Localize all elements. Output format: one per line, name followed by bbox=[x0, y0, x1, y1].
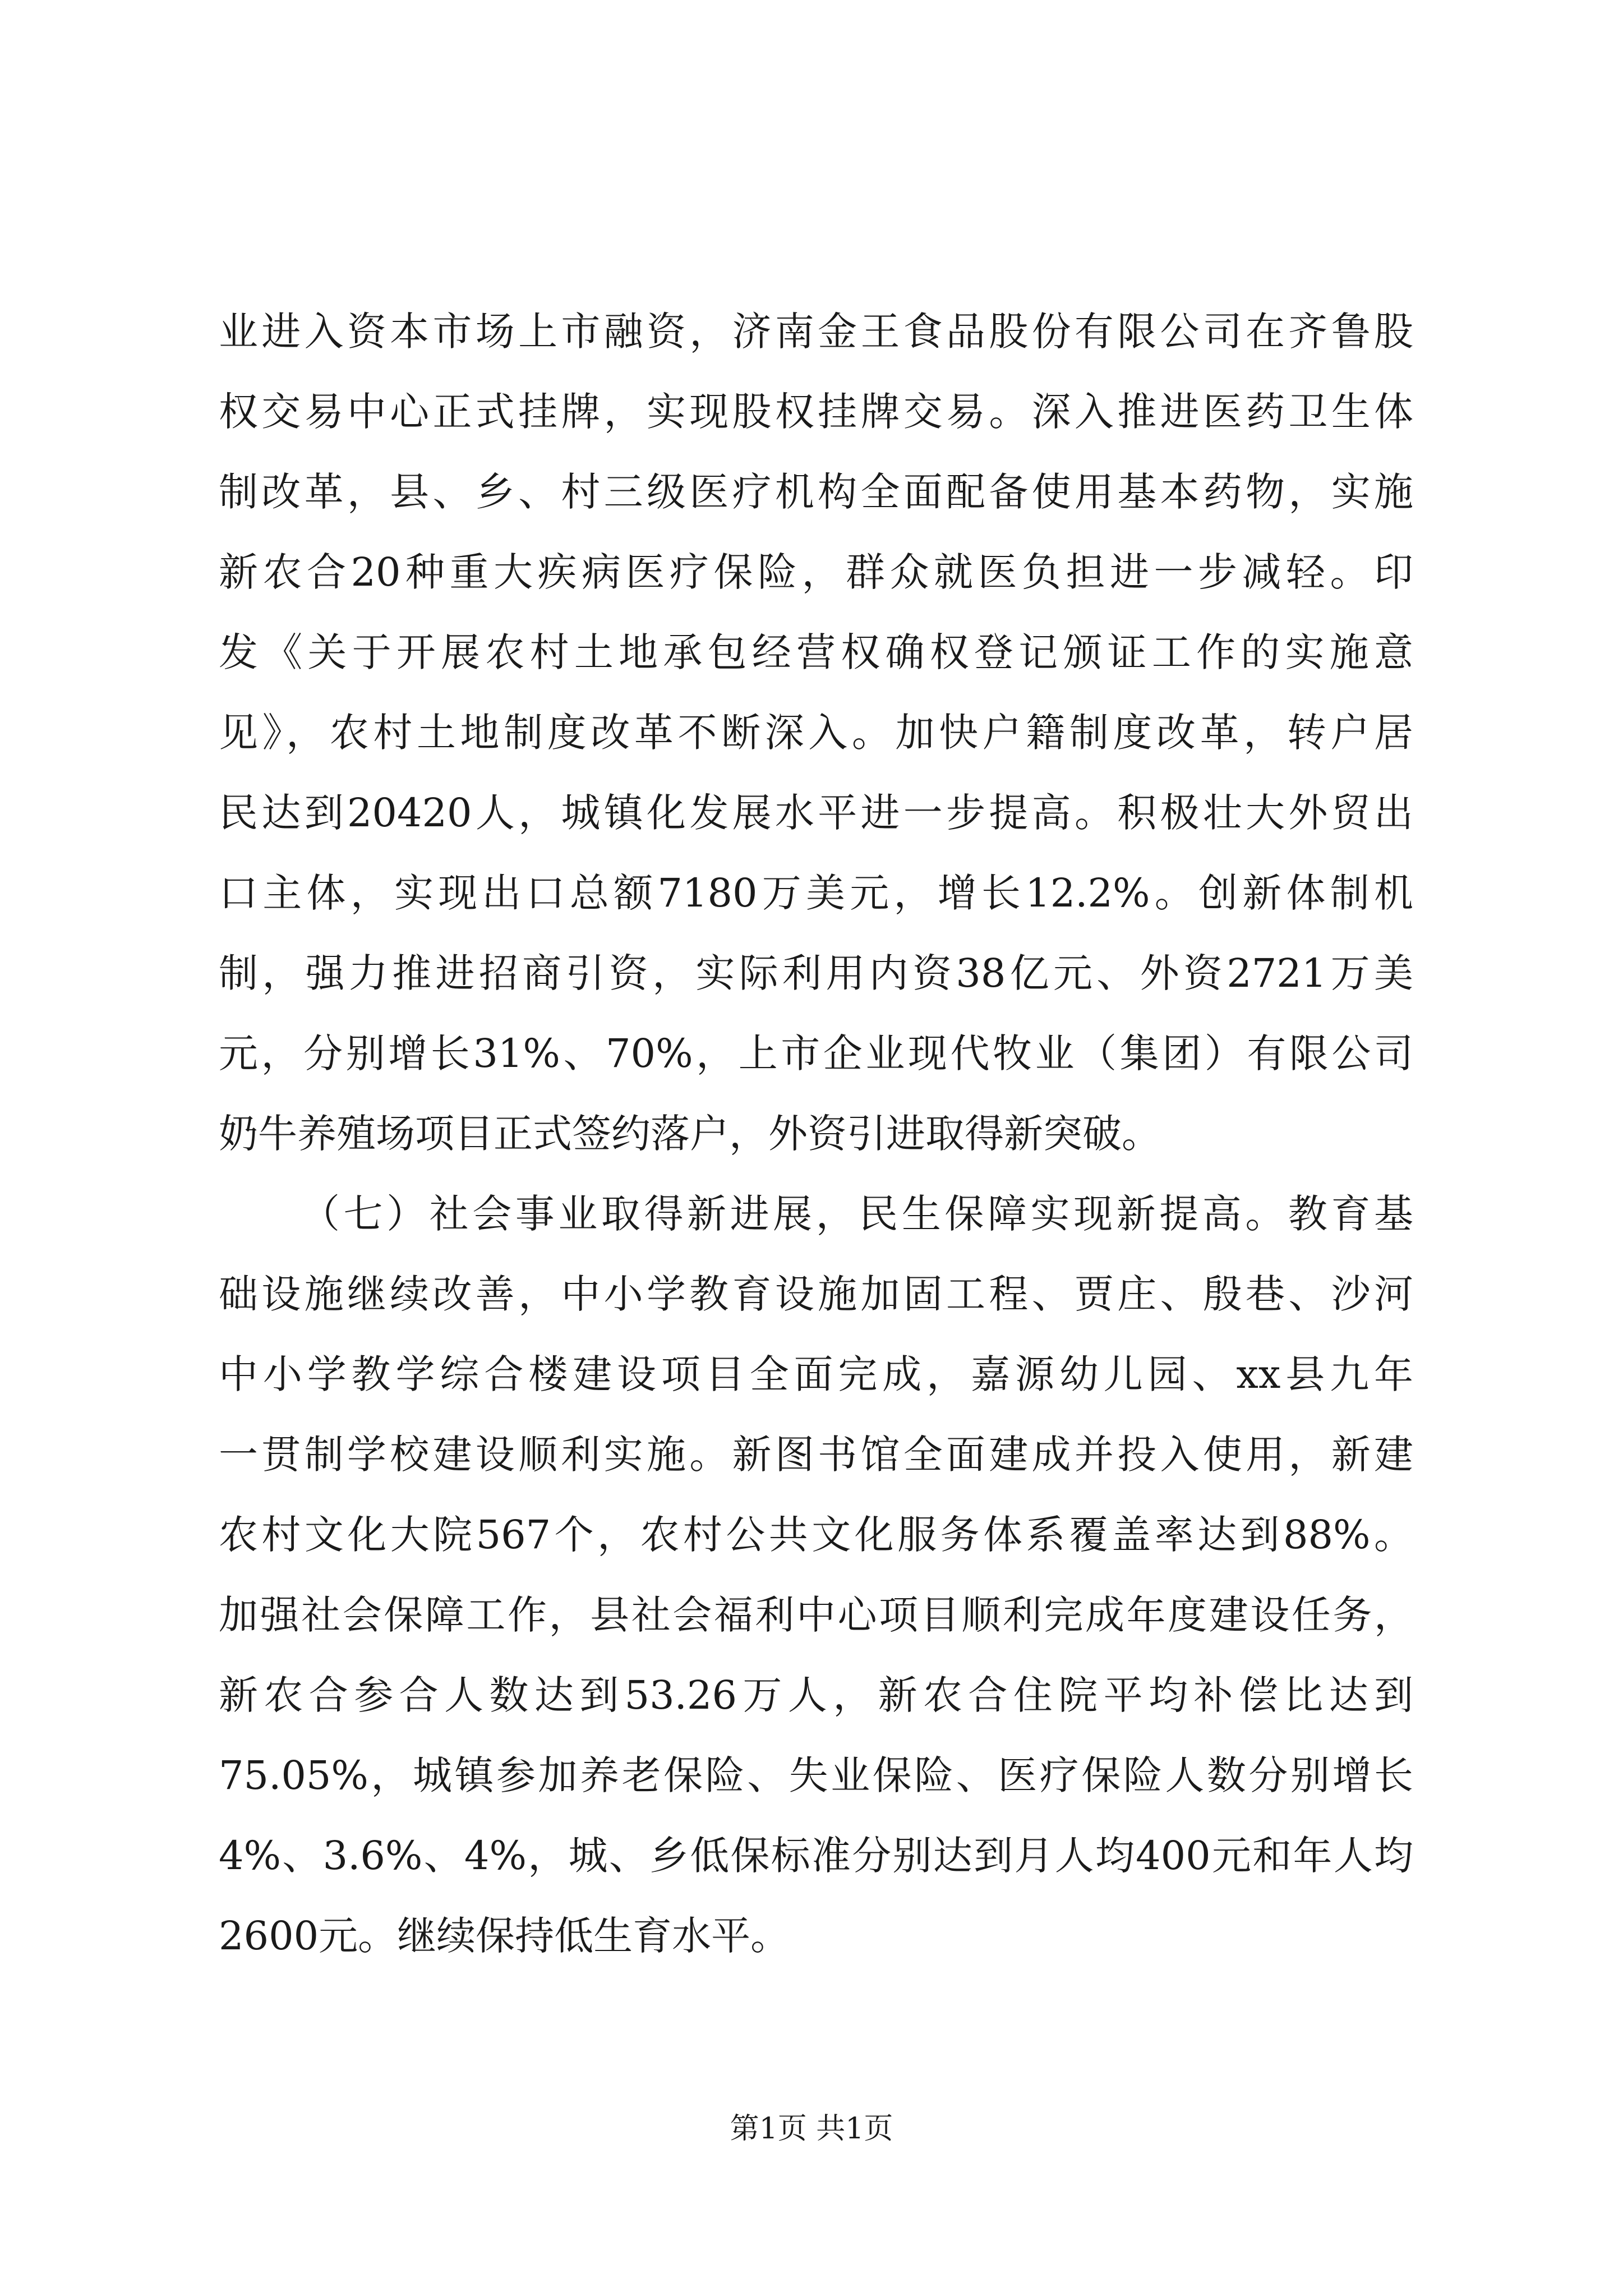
text-line: 一贯制学校建设顺利实施。新图书馆全面建成并投入使用，新建 bbox=[219, 1432, 1413, 1478]
text-line: 农村文化大院567个，农村公共文化服务体系覆盖率达到88%。 bbox=[219, 1512, 1413, 1558]
text-line: （七）社会事业取得新进展，民生保障实现新提高。教育基 bbox=[301, 1191, 1413, 1237]
text-line: 新农合参合人数达到53.26万人，新农合住院平均补偿比达到 bbox=[219, 1672, 1413, 1718]
text-line: 民达到20420人，城镇化发展水平进一步提高。积极壮大外贸出 bbox=[219, 790, 1413, 836]
text-line: 新农合20种重大疾病医疗保险，群众就医负担进一步减轻。印 bbox=[219, 549, 1413, 595]
text-line: 制，强力推进招商引资，实际利用内资38亿元、外资2721万美 bbox=[219, 950, 1413, 996]
text-line: 口主体，实现出口总额7180万美元，增长12.2%。创新体制机 bbox=[219, 870, 1413, 916]
text-line: 制改革，县、乡、村三级医疗机构全面配备使用基本药物，实施 bbox=[219, 469, 1413, 515]
text-line: 中小学教学综合楼建设项目全面完成，嘉源幼儿园、xx县九年 bbox=[219, 1351, 1413, 1397]
text-line: 4%、3.6%、4%，城、乡低保标准分别达到月人均400元和年人均 bbox=[219, 1833, 1413, 1879]
text-line: 75.05%，城镇参加养老保险、失业保险、医疗保险人数分别增长 bbox=[219, 1752, 1413, 1798]
text-line: 2600元。继续保持低生育水平。 bbox=[219, 1913, 790, 1959]
text-line: 发《关于开展农村土地承包经营权确权登记颁证工作的实施意 bbox=[219, 629, 1413, 675]
text-line: 业进入资本市场上市融资，济南金王食品股份有限公司在齐鲁股 bbox=[219, 309, 1413, 355]
text-line: 奶牛养殖场项目正式签约落户，外资引进取得新突破。 bbox=[219, 1111, 1161, 1157]
text-line: 权交易中心正式挂牌，实现股权挂牌交易。深入推进医药卫生体 bbox=[219, 389, 1413, 435]
text-line: 见》，农村土地制度改革不断深入。加快户籍制度改革，转户居 bbox=[219, 710, 1413, 756]
document-body bbox=[219, 292, 1413, 1976]
text-line: 加强社会保障工作，县社会福利中心项目顺利完成年度建设任务， bbox=[219, 1592, 1413, 1638]
text-line: 础设施继续改善，中小学教育设施加固工程、贾庄、殷巷、沙河 bbox=[219, 1271, 1413, 1317]
page-footer: 第1页 共1页 bbox=[730, 2112, 893, 2146]
text-line: 元，分别增长31%、70%，上市企业现代牧业（集团）有限公司 bbox=[219, 1030, 1413, 1076]
